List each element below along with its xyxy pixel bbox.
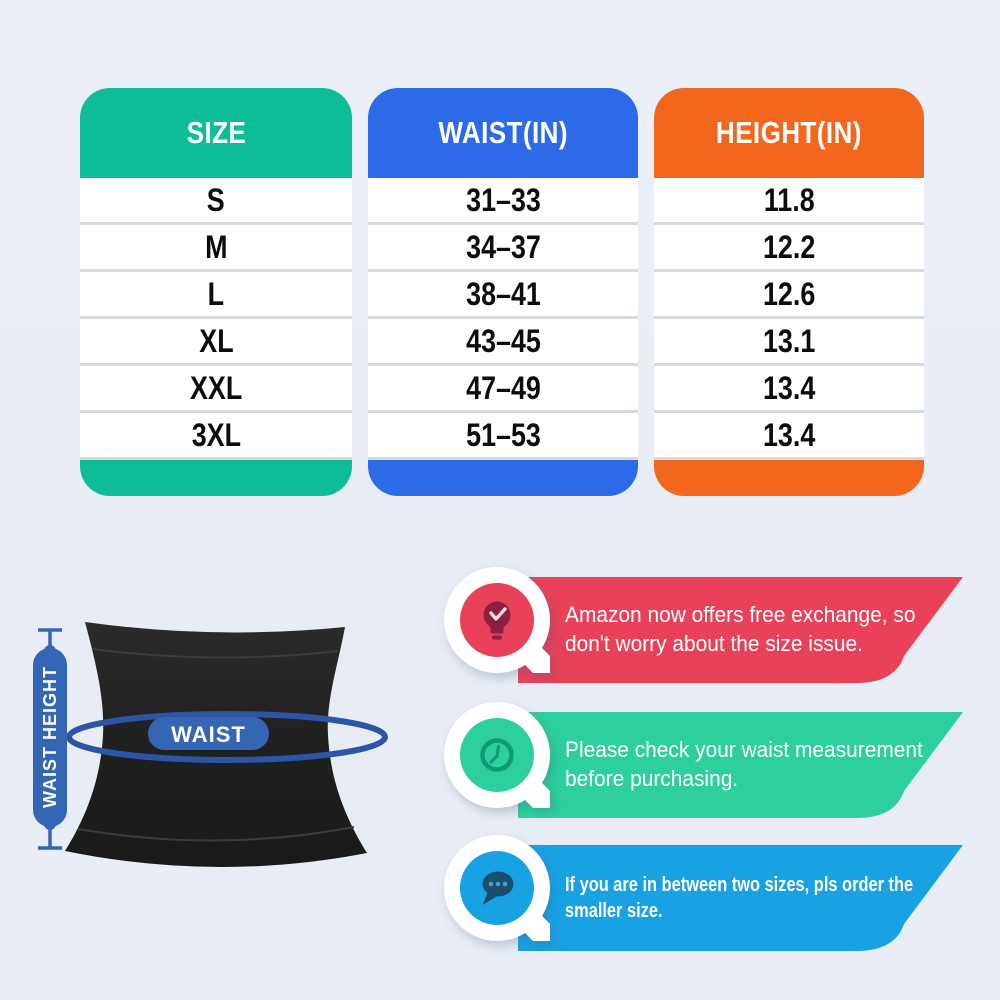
height-cell: 13.4: [654, 413, 924, 460]
callout-between-sizes: [518, 845, 963, 951]
height-cell: 13.1: [654, 319, 924, 366]
waist-trainer-diagram: [20, 585, 440, 895]
height-cell: 13.4: [654, 366, 924, 413]
magnifier-icon: [444, 567, 550, 673]
height-cell: 12.2: [654, 225, 924, 272]
height-column-footer: [654, 460, 924, 496]
callout-text: If you are in between two sizes, pls order the smaller size.: [565, 874, 914, 922]
size-table: [80, 88, 924, 496]
callout-text: Please check your waist measurement before purchasing.: [565, 737, 923, 791]
size-header-label: SIZE: [186, 115, 246, 150]
waist-header-label: WAIST(IN): [438, 115, 568, 150]
waist-height-label: WAIST HEIGHT: [40, 666, 60, 808]
size-column: [80, 88, 352, 496]
size-cell: S: [80, 178, 352, 225]
size-cell: M: [80, 225, 352, 272]
height-header-label: HEIGHT(IN): [716, 115, 862, 150]
magnifier-icon: [444, 835, 550, 941]
height-cell: 12.6: [654, 272, 924, 319]
size-cell: L: [80, 272, 352, 319]
size-column-header: [80, 88, 352, 178]
waist-cell: 43–45: [368, 319, 638, 366]
waist-cell: 34–37: [368, 225, 638, 272]
size-column-footer: [80, 460, 352, 496]
waist-column-footer: [368, 460, 638, 496]
size-cell: XXL: [80, 366, 352, 413]
size-cell: 3XL: [80, 413, 352, 460]
height-column-header: [654, 88, 924, 178]
callout-exchange: [518, 577, 963, 683]
waist-cell: 47–49: [368, 366, 638, 413]
magnifier-icon: [444, 702, 550, 808]
waist-column-header: [368, 88, 638, 178]
callout-text: Amazon now offers free exchange, so don't worry about the size issue.: [565, 602, 916, 656]
height-cell: 11.8: [654, 178, 924, 225]
height-column: [654, 88, 924, 496]
waist-pill-label: WAIST: [171, 722, 246, 747]
waist-column: [368, 88, 638, 496]
callout-measure: [518, 712, 963, 818]
waist-cell: 38–41: [368, 272, 638, 319]
waist-cell: 51–53: [368, 413, 638, 460]
waist-pill: [148, 717, 269, 750]
waist-cell: 31–33: [368, 178, 638, 225]
size-cell: XL: [80, 319, 352, 366]
